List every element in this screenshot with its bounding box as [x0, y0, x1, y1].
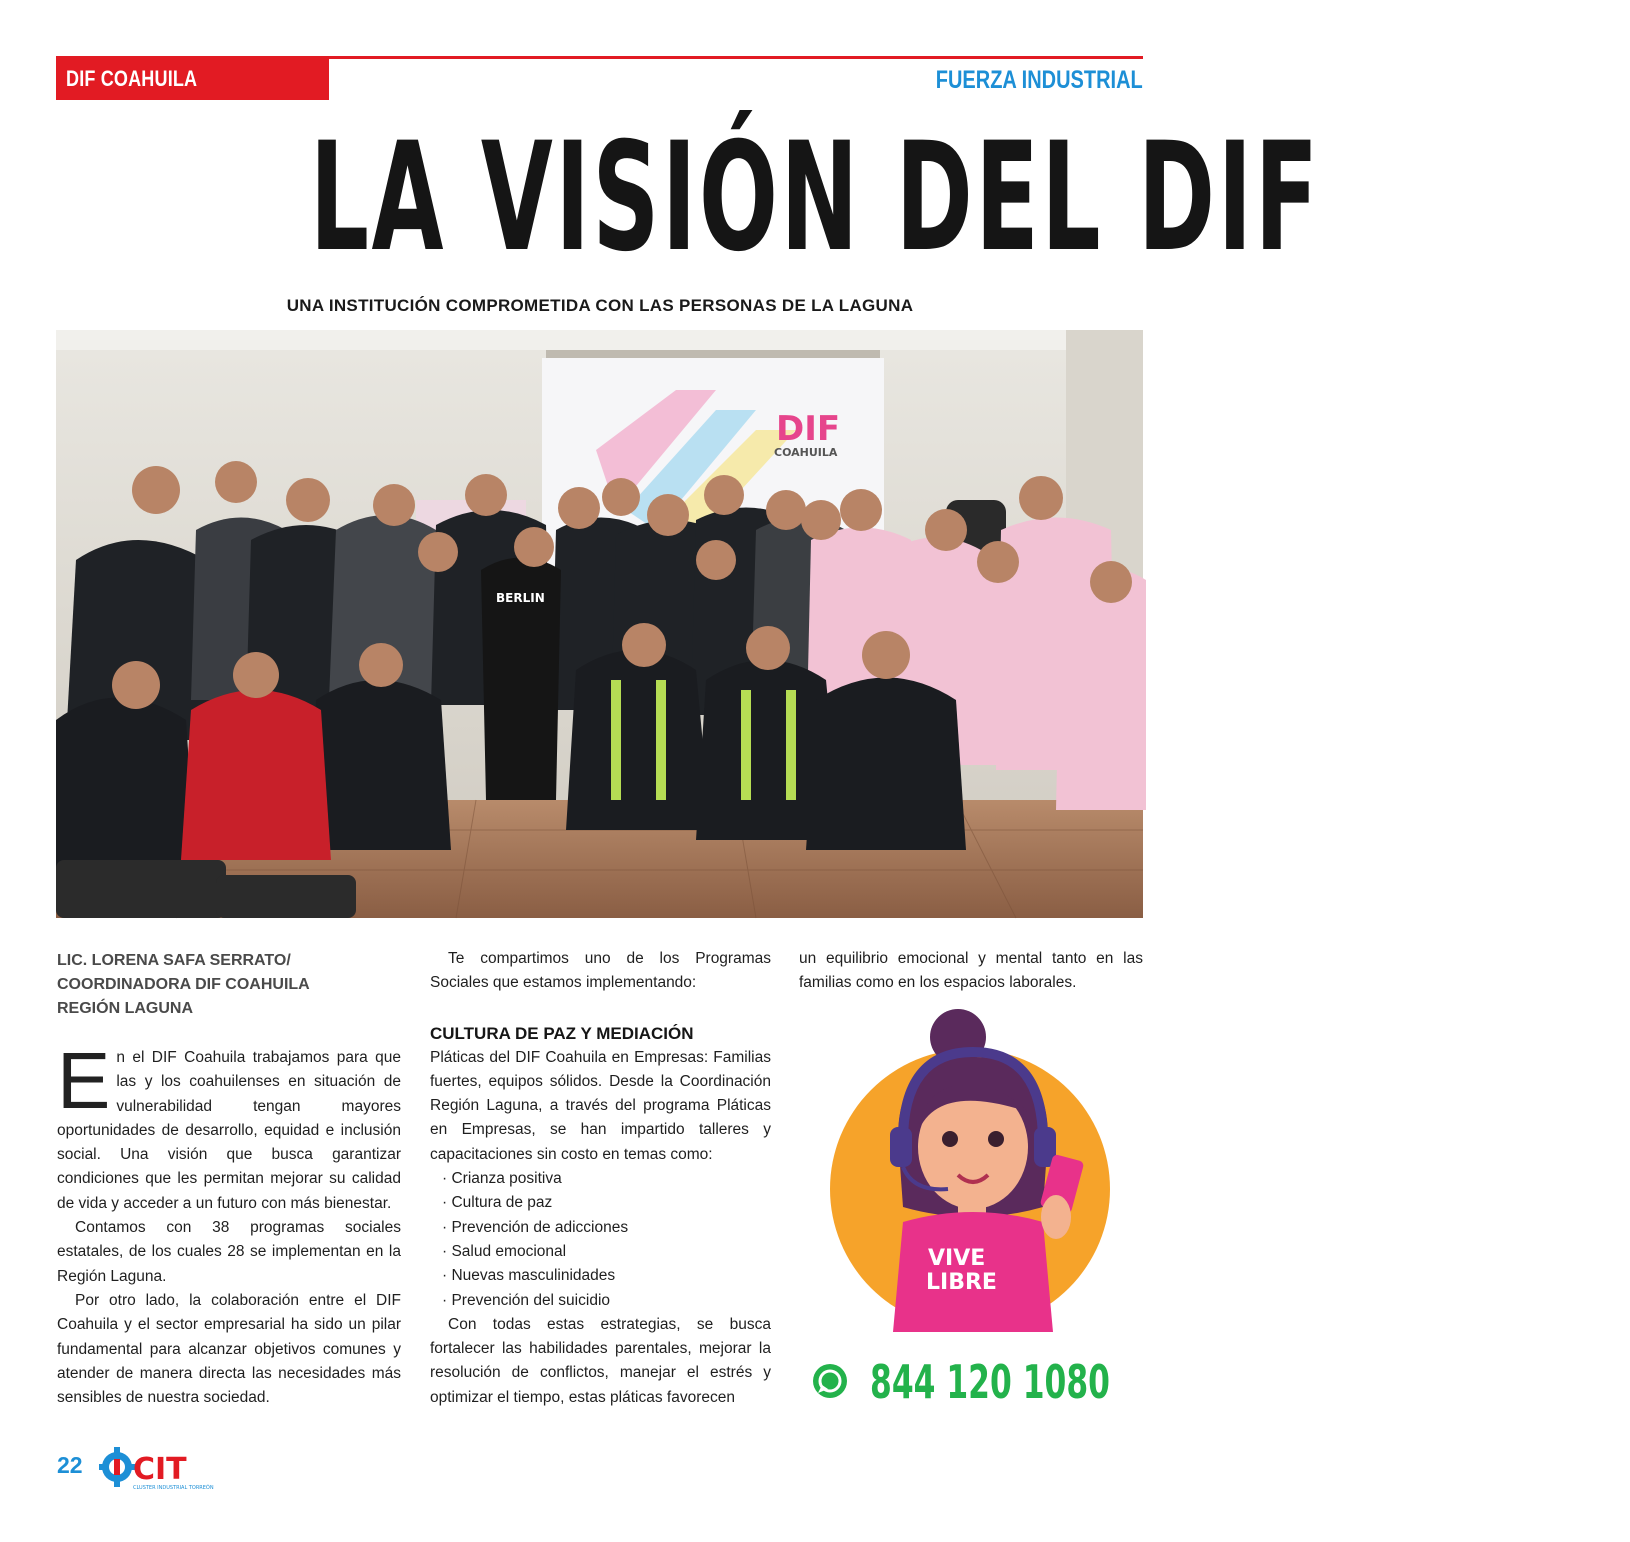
drop-cap: E: [57, 1036, 111, 1125]
list-item: · Prevención de adicciones: [442, 1218, 629, 1236]
body-paragraph: Pláticas del DIF Coahuila en Empresas: Familias fuertes, equipos sólidos. Desde la Coordinación Región Laguna, a través del programa Pláticas en Empresas, se han impartido talleres y capacitaciones sin costo en temas como:: [430, 1048, 771, 1163]
article-column-1: [57, 1036, 401, 1410]
ad-phone-number: 844 120 1080: [870, 1355, 1110, 1409]
ad-shirt-line-2: LIBRE: [926, 1270, 997, 1295]
byline-line: REGIÓN LAGUNA: [57, 1000, 193, 1017]
cit-logo: [99, 1447, 219, 1493]
article-column-2: [430, 947, 771, 1410]
section-tab: DIF COAHUILA: [56, 58, 329, 100]
topics-list: [430, 1167, 771, 1313]
body-paragraph: Contamos con 38 programas sociales estatales, de los cuales 28 se implementan en la Región Laguna.: [57, 1219, 401, 1285]
ad-shirt-line-1: VIVE: [928, 1246, 986, 1271]
body-paragraph: Con todas estas estrategias, se busca fortalecer las habilidades parentales, mejorar la resolución de conflictos, manejar el estrés y optimizar el tiempo, estas pláticas favorecen: [430, 1315, 771, 1406]
byline: [57, 949, 397, 1021]
article-subtitle: UNA INSTITUCIÓN COMPROMETIDA CON LAS PERSONAS DE LA LAGUNA: [286, 296, 914, 315]
list-item: · Cultura de paz: [442, 1194, 553, 1212]
list-item: · Salud emocional: [442, 1242, 567, 1260]
byline-line: COORDINADORA DIF COAHUILA: [57, 976, 310, 993]
article-title: LA VISIÓN DEL DIF: [309, 111, 1321, 285]
byline-line: LIC. LORENA SAFA SERRATO/: [57, 952, 291, 969]
body-paragraph: En el DIF Coahuila trabajamos para que las y los coahuilenses en situación de vulnerabilidad tengan mayores oportunidades de desarrollo, equidad e inclusión social. Una visión que busca garantizar condiciones que les permitan mejorar su calidad de vida y acceder a un futuro con más bienestar.: [57, 1036, 401, 1212]
body-paragraph-continued: un equilibrio emocional y mental tanto en las familias como en los espacios laborales.: [799, 950, 1143, 992]
group-photo: [56, 330, 1143, 918]
vive-libre-ad: [808, 1007, 1128, 1407]
list-item: · Prevención del suicidio: [442, 1291, 611, 1309]
section-heading: CULTURA DE PAZ Y MEDIACIÓN: [430, 1023, 694, 1043]
gear-icon: [99, 1447, 135, 1487]
section-name: FUERZA INDUSTRIAL: [935, 66, 1143, 94]
article-column-3: [799, 947, 1143, 996]
list-item: · Crianza positiva: [442, 1170, 562, 1188]
screen-logo: DIF: [776, 409, 841, 449]
shirt-text: BERLIN: [496, 591, 545, 605]
body-paragraph: Por otro lado, la colaboración entre el DIF Coahuila y el sector empresarial ha sido un pilar fundamental para alcanzar objetivos comunes y atender de manera directa las necesidades más sensibles de nuestra sociedad.: [57, 1291, 401, 1407]
screen-logo-sub: COAHUILA: [774, 446, 838, 459]
list-item: · Nuevas masculinidades: [442, 1267, 616, 1285]
body-paragraph: Te compartimos uno de los Programas Sociales que estamos implementando:: [430, 950, 771, 992]
whatsapp-icon: [813, 1364, 847, 1398]
logo-text: CIT: [133, 1452, 187, 1487]
logo-subtext: CLUSTER INDUSTRIAL TORREÓN: [133, 1485, 214, 1491]
page-number: 22: [57, 1452, 83, 1478]
